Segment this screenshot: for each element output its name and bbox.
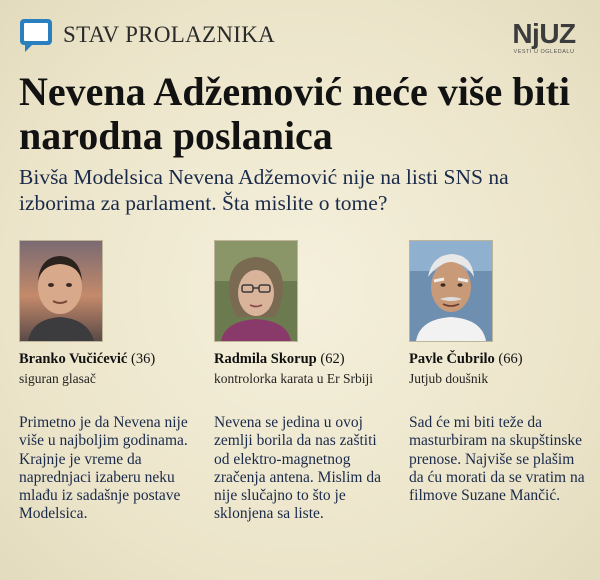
respondent-photo (214, 240, 298, 342)
respondent-role: siguran glasač (19, 371, 96, 386)
respondent-name: Pavle Čubrilo (409, 351, 495, 367)
header (0, 0, 600, 70)
chat-bubble-icon (19, 18, 53, 52)
respondent-quote: Sad će mi biti teže da masturbiram na skupštinske prenose. Najviše se plašim da ću morati da se vratim na filmove Suzane Mančić. (409, 414, 585, 505)
respondent-age: (62) (320, 351, 345, 367)
respondent-card (214, 240, 399, 387)
section-label: STAV PROLAZNIKA (63, 22, 276, 47)
logo-text: NjUZ (512, 18, 576, 49)
respondent-photo (19, 240, 103, 342)
headline: Nevena Adžemović neće više biti narodna poslanica (19, 69, 570, 158)
respondent-role: Jutjub doušnik (409, 371, 489, 386)
respondent-role: kontrolorka karata u Er Srbiji (214, 371, 373, 386)
respondent-card (19, 240, 204, 387)
respondent-card (409, 240, 594, 387)
respondent-age: (66) (498, 351, 523, 367)
respondent-quote: Nevena se jedina u ovoj zemlji borila da nas zaštiti od elektro-magnetnog zračenja antena. Mislim da nije slučajno to što je sklonjena sa liste. (214, 414, 381, 523)
respondent-name: Radmila Skorup (214, 351, 317, 367)
respondent-name-line (214, 350, 399, 368)
subheadline: Bivša Modelsica Nevena Adžemović nije na listi SNS na izborima za parlament. Šta mislite o tome? (19, 165, 509, 215)
njuz-logo (504, 20, 584, 54)
respondent-name: Branko Vučićević (19, 351, 128, 367)
respondent-photo (409, 240, 493, 342)
respondent-quote: Primetno je da Nevena nije više u najboljim godinama. Krajnje je vreme da naprednjaci izaberu neku mlađu iz sadašnje postave Modelsica. (19, 414, 188, 523)
respondent-age: (36) (130, 351, 156, 367)
respondent-name-line (409, 350, 594, 368)
logo-tagline: VESTI U OGLEDALU (513, 49, 575, 55)
respondent-name-line (19, 350, 204, 368)
